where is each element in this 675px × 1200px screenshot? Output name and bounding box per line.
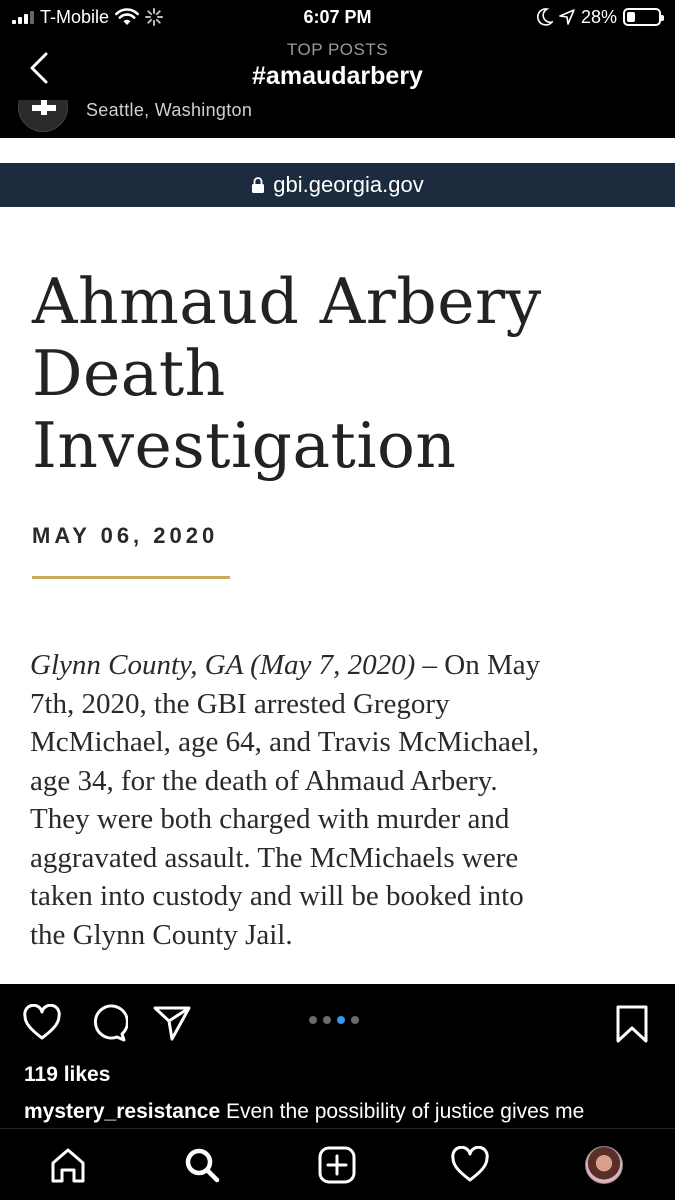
post-header[interactable] bbox=[0, 100, 675, 136]
location-arrow-icon bbox=[559, 9, 575, 25]
battery-icon bbox=[623, 8, 661, 26]
article-body-line: aggravated assault. The McMichaels were bbox=[30, 841, 519, 874]
article-title-line: Ahmaud Arbery bbox=[32, 265, 542, 338]
paper-plane-icon[interactable] bbox=[152, 1004, 192, 1042]
moon-icon bbox=[537, 8, 553, 26]
article-body-line: 7th, 2020, the GBI arrested Gregory bbox=[30, 687, 450, 720]
carousel-dot bbox=[309, 1016, 317, 1024]
article-title-line: Death bbox=[32, 337, 226, 410]
article-body-line: the Glynn County Jail. bbox=[30, 918, 293, 951]
article-dateline: Glynn County, GA (May 7, 2020) bbox=[30, 649, 416, 681]
status-time: 6:07 PM bbox=[303, 7, 372, 27]
caption-text: Even the possibility of justice gives me bbox=[220, 1100, 585, 1123]
article-title bbox=[32, 266, 652, 482]
carousel-dot bbox=[337, 1016, 345, 1024]
post-location[interactable]: Seattle, Washington bbox=[86, 100, 253, 120]
article-body bbox=[30, 646, 650, 954]
heart-icon bbox=[450, 1146, 490, 1184]
header bbox=[0, 34, 675, 100]
article-title-line: Investigation bbox=[32, 409, 457, 482]
tab-search[interactable] bbox=[180, 1143, 224, 1187]
tab-new-post[interactable] bbox=[315, 1143, 359, 1187]
comment-icon[interactable] bbox=[88, 1004, 128, 1042]
status-right bbox=[537, 6, 661, 28]
article-body-line: taken into custody and will be booked into bbox=[30, 880, 524, 912]
tab-home[interactable] bbox=[46, 1143, 90, 1187]
bottom-tab-bar bbox=[0, 1128, 675, 1200]
heart-icon[interactable] bbox=[22, 1004, 62, 1042]
hashtag-title: #amaudarbery bbox=[252, 62, 423, 90]
url-text: gbi.georgia.gov bbox=[273, 172, 424, 197]
caption-username[interactable]: mystery_resistance bbox=[24, 1100, 221, 1123]
bookmark-icon[interactable] bbox=[614, 1004, 650, 1044]
status-bar bbox=[0, 0, 675, 34]
add-post-icon bbox=[317, 1145, 357, 1185]
battery-level bbox=[627, 12, 635, 22]
profile-avatar bbox=[585, 1146, 623, 1184]
article-body-line: McMichael, age 64, and Travis McMichael, bbox=[30, 726, 540, 758]
tab-activity[interactable] bbox=[448, 1143, 492, 1187]
article-date: MAY 06, 2020 bbox=[32, 523, 219, 548]
header-subtitle: TOP POSTS bbox=[286, 40, 389, 59]
article-body-line: Glynn County, GA (May 7, 2020) – On May bbox=[30, 649, 541, 681]
carousel-indicator bbox=[309, 1016, 359, 1024]
carousel-dot bbox=[351, 1016, 359, 1024]
tab-profile[interactable] bbox=[582, 1143, 626, 1187]
carrier-label: T-Mobile bbox=[40, 6, 110, 27]
caption bbox=[24, 1100, 664, 1124]
post-image[interactable] bbox=[0, 138, 675, 984]
home-icon bbox=[48, 1145, 88, 1185]
article-body-line: age 34, for the death of Ahmaud Arbery. bbox=[30, 764, 498, 797]
lock-icon bbox=[251, 176, 265, 194]
divider bbox=[32, 576, 230, 579]
carousel-dot bbox=[323, 1016, 331, 1024]
likes-count[interactable]: 119 likes bbox=[24, 1063, 111, 1086]
search-icon bbox=[182, 1145, 222, 1185]
article-body-line: They were both charged with murder and bbox=[30, 803, 510, 835]
battery-percent: 28% bbox=[580, 6, 617, 27]
browser-url-bar bbox=[0, 163, 675, 207]
poster-avatar[interactable] bbox=[18, 100, 68, 132]
post-actions bbox=[0, 984, 675, 1060]
